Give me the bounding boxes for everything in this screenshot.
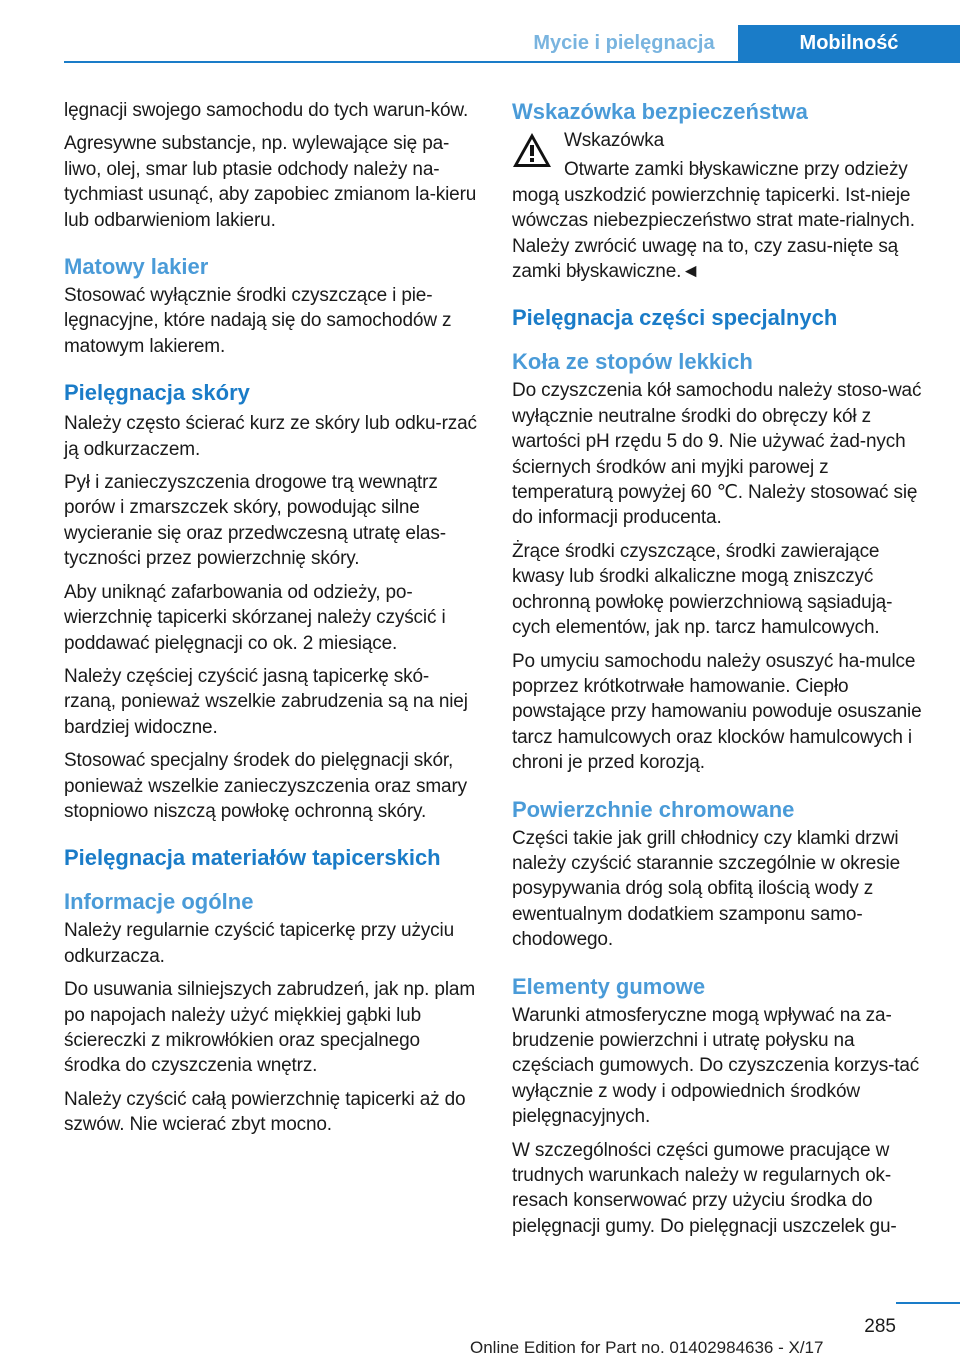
page-number: 285 — [864, 1316, 896, 1337]
heading-leather-care: Pielęgnacja skóry — [64, 380, 250, 406]
footer-edition: Online Edition for Part no. 01402984636 - X/17 — [470, 1338, 824, 1357]
paragraph: Należy często ścierać kurz ze skóry lub odku-rzać ją odkurzaczem. — [64, 413, 477, 460]
warning-triangle-icon — [512, 132, 552, 168]
paragraph: Stosować specjalny środek do pielęgnacji skór, ponieważ wszelkie zanieczyszczenia oraz smary stopniowo niszczą powłokę ochronną skóry. — [64, 750, 467, 822]
heading-matte-paint: Matowy lakier — [64, 254, 209, 280]
paragraph: Do czyszczenia kół samochodu należy stoso-wać wyłącznie neutralne środki do obręczy kół z wartości pH rzędu 5 do 9. Nie używać żad-nych ściernych środków ani myjki parowej z temperaturą powyżej 60 ℃. Należy stosować się do informacji producenta. — [512, 380, 922, 529]
paragraph: Aby uniknąć zafarbowania od odzieży, po-wierzchnię tapicerki skórzanej należy czyścić i poddawać pielęgnacji co ok. 2 miesiące. — [64, 581, 446, 654]
paragraph: Agresywne substancje, np. wylewające się pa-liwo, olej, smar lub ptasie odchody należy na-tychmiast usunąć, aby zapobiec zmianom la-kieru lub odbarwieniom lakieru. — [64, 133, 477, 231]
header-chapter-tab: Mobilność — [738, 25, 960, 61]
paragraph: Żrące środki czyszczące, środki zawierające kwasy lub środki alkaliczne mogą zniszczyć ochronną powłokę powierzchniową sąsiadują-cych elementów, jak np. tarcz hamulcowych. — [512, 540, 893, 639]
heading-rubber-parts: Elementy gumowe — [512, 973, 706, 999]
left-column — [64, 98, 478, 1146]
paragraph: Należy częściej czyścić jasną tapicerkę skó-rzaną, ponieważ wszelkie zabrudzenia są na niej bardziej widoczne. — [64, 665, 468, 738]
header-rule — [64, 61, 960, 63]
header-section-tab: Mycie i pielęgnacja — [533, 32, 715, 54]
heading-alloy-wheels: Koła ze stopów lekkich — [512, 349, 753, 375]
warning-body: Otwarte zamki błyskawiczne przy odzieży mogą uszkodzić powierzchnię tapicerki. Ist-nieje wówczas niebezpieczeństwo strat mate-rialnych. Należy zwrócić uwagę na to, czy zasu-nięte są zamki błyskawiczne.◄ — [512, 159, 915, 283]
paragraph: Warunki atmosferyczne mogą wpływać na za-brudzenie powierzchni i utratę połysku na częściach gumowych. Do czyszczenia korzys-tać wyłącznie z wody i odpowiednich środków pielęgnacyjnych. — [512, 1004, 920, 1128]
heading-special-parts: Pielęgnacja części specjalnych — [512, 305, 838, 331]
paragraph: lęgnacji swojego samochodu do tych warun-ków. — [64, 100, 469, 121]
paragraph: Części takie jak grill chłodnicy czy klamki drzwi należy czyścić starannie szczególnie w okresie posypywania dróg solą obfitą ilością wody z ewentualnym dodatkiem szamponu samo-chodowego. — [512, 827, 901, 951]
heading-chrome-surfaces: Powierzchnie chromowane — [512, 796, 795, 822]
paragraph: Należy regularnie czyścić tapicerkę przy użyciu odkurzacza. — [64, 920, 454, 967]
paragraph: Pył i zanieczyszczenia drogowe trą wewnątrz porów i zmarszczek skóry, powodując silne wycieranie się oraz przedwczesną utratę elas-tyczności przez powierzchnię skóry. — [64, 472, 446, 570]
heading-upholstery-care: Pielęgnacja materiałów tapicerskich — [64, 845, 441, 871]
paragraph: Należy czyścić całą powierzchnię tapicerki aż do szwów. Nie wcierać zbyt mocno. — [64, 1088, 466, 1136]
paragraph: Po umyciu samochodu należy osuszyć ha-mulce poprzez krótkotrwałe hamowanie. Ciepło powstające przy hamowaniu powoduje osuszanie tarcz hamulcowych oraz klocków hamulcowych i chroni je przed korozją. — [512, 650, 922, 774]
heading-general-info: Informacje ogólne — [64, 889, 254, 915]
paragraph: W szczególności części gumowe pracujące w trudnych warunkach należy w regularnych ok-resach konserwować przy użyciu środka do pielęgnacji gumy. Do pielęgnacji uszczelek gu- — [512, 1139, 897, 1237]
paragraph: Do usuwania silniejszych zabrudzeń, jak np. plam po napojach należy użyć miękkiej gąbki lub ściereczki z mikrowłókien oraz specjalnego środka do czyszczenia wnętrz. — [64, 979, 476, 1077]
footer-rule — [896, 1302, 960, 1304]
warning-title: Wskazówka — [564, 130, 665, 151]
paragraph: Stosować wyłącznie środki czyszczące i pie-lęgnacyjne, które nadają się do samochodów z matowym lakierem. — [64, 285, 452, 357]
heading-safety-note: Wskazówka bezpieczeństwa — [512, 99, 808, 124]
warning-box — [512, 128, 926, 284]
right-column — [512, 98, 926, 1247]
